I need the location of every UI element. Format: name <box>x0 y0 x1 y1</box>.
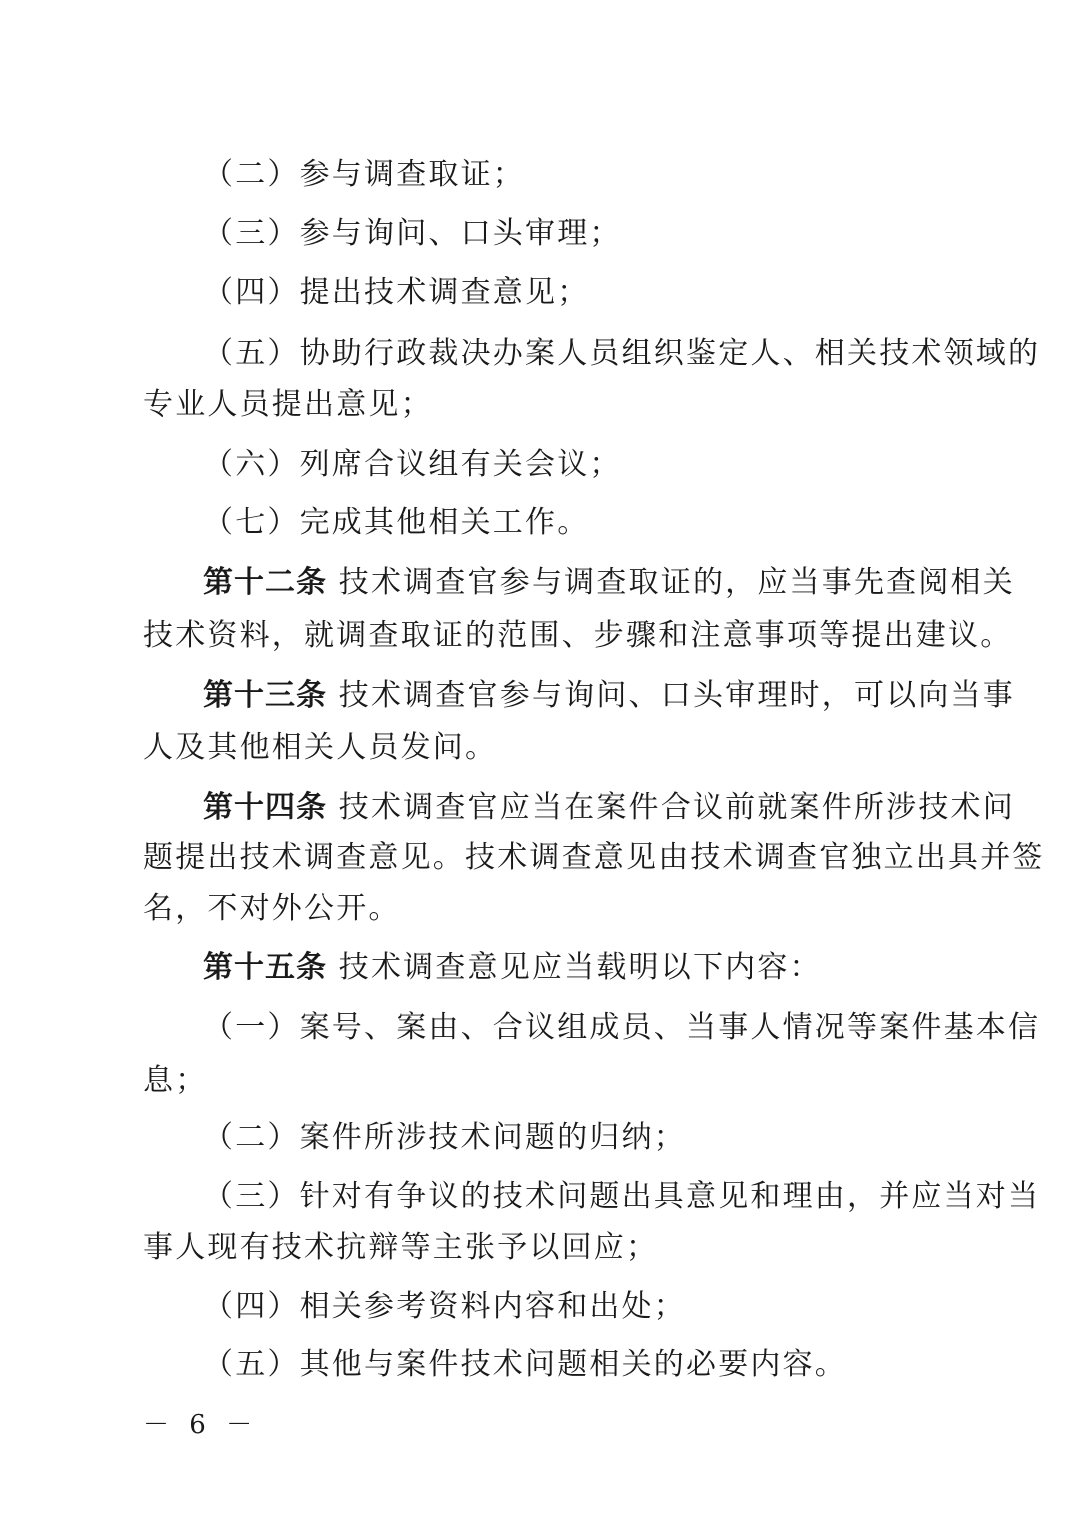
article-14-text: 技术调查官应当在案件合议前就案件所涉技术问 <box>338 790 1015 825</box>
article-15-title: 第十五条 <box>203 950 327 985</box>
article-13-line-1 <box>203 676 1015 716</box>
article-14-line-2: 题提出技术调查意见。技术调查意见由技术调查官独立出具并签 <box>143 840 1045 875</box>
article-14-title: 第十四条 <box>203 790 327 825</box>
list-item-4: （四）提出技术调查意见； <box>203 275 590 310</box>
article-12-text: 技术调查官参与调查取证的，应当事先查阅相关 <box>338 565 1015 600</box>
page-number: － 6 － <box>143 1410 259 1440</box>
article-15-item-1-line-2: 息； <box>143 1063 208 1098</box>
list-item-2: （二）参与调查取证； <box>203 157 525 192</box>
article-15-item-5: （五）其他与案件技术问题相关的必要内容。 <box>203 1347 847 1382</box>
article-15-text: 技术调查意见应当载明以下内容： <box>338 950 822 985</box>
list-item-7: （七）完成其他相关工作。 <box>203 505 590 540</box>
list-item-3: （三）参与询问、口头审理； <box>203 216 622 251</box>
list-item-6: （六）列席合议组有关会议； <box>203 447 622 482</box>
article-15-item-3-line-1: （三）针对有争议的技术问题出具意见和理由，并应当对当 <box>203 1179 1041 1214</box>
article-13-text: 技术调查官参与询问、口头审理时，可以向当事 <box>338 678 1015 713</box>
article-12-title: 第十二条 <box>203 565 327 600</box>
article-15-item-3-line-2: 事人现有技术抗辩等主张予以回应； <box>143 1230 659 1265</box>
article-12-line-2: 技术资料，就调查取证的范围、步骤和注意事项等提出建议。 <box>143 618 1013 653</box>
article-15-item-2: （二）案件所涉技术问题的归纳； <box>203 1120 686 1155</box>
article-13-line-2: 人及其他相关人员发问。 <box>143 730 498 765</box>
article-15-item-1-line-1: （一）案号、案由、合议组成员、当事人情况等案件基本信 <box>203 1010 1041 1045</box>
list-item-5-line-1: （五）协助行政裁决办案人员组织鉴定人、相关技术领域的 <box>203 336 1041 371</box>
article-14-line-1 <box>203 788 1015 828</box>
article-12-line-1 <box>203 563 1015 603</box>
article-15-item-4: （四）相关参考资料内容和出处； <box>203 1289 686 1324</box>
article-13-title: 第十三条 <box>203 678 327 713</box>
list-item-5-line-2: 专业人员提出意见； <box>143 387 433 422</box>
article-15-line-1 <box>203 948 943 988</box>
article-14-line-3: 名，不对外公开。 <box>143 891 401 926</box>
